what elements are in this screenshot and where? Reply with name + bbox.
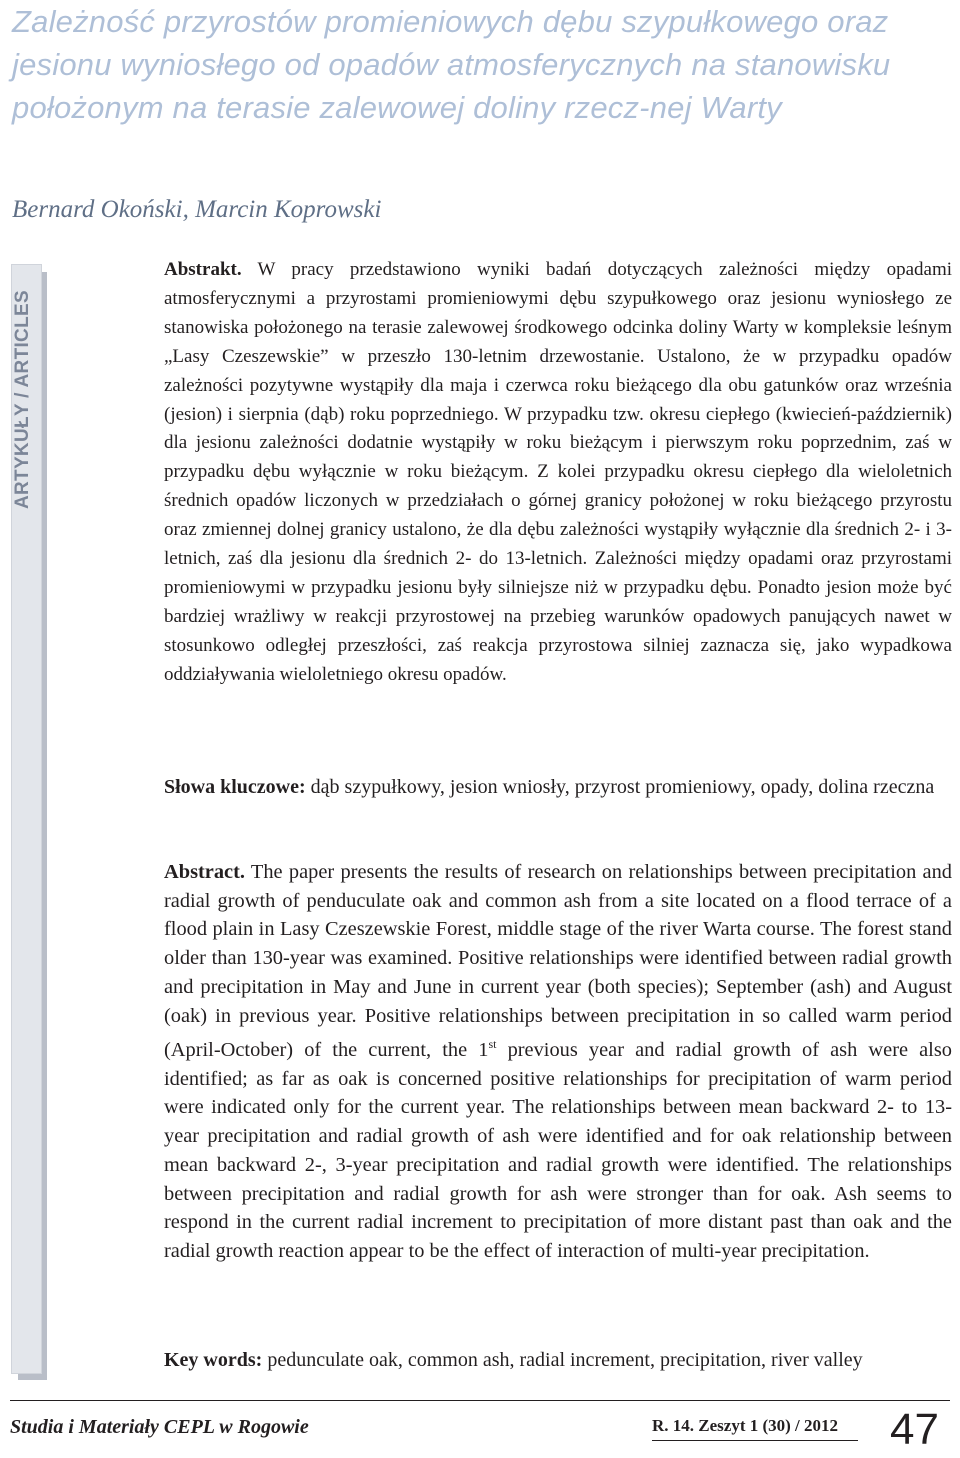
footer-issue-underline [652,1440,858,1441]
footer-divider [10,1400,950,1401]
abstract-english-text-part1: The paper presents the results of research on relationships between precipitation and radial growth of penduculate oak and common ash from a site located on a flood terrace of a flood plain in Lasy Czeszewskie Forest, middle stage of the river Warta course. The forest stand older than 130-year was examined. Positive relationships were identified between radial growth and precipitation in May and June in current year (both species); September (ash) and August (oak) in previous year. Positive relationships between precipitation in so called warm period (April-October) of the current, the 1 [164,861,952,1062]
keywords-english-lead: Key words: [164,1349,263,1371]
abstract-polish-lead: Abstrakt. [164,259,242,280]
ordinal-superscript: st [488,1037,497,1052]
footer-issue-info: R. 14. Zeszyt 1 (30) / 2012 [652,1416,839,1435]
abstract-polish [164,256,952,690]
abstract-english [164,858,952,1266]
footer-journal-name: Studia i Materiały CEPL w Rogowie [10,1416,309,1438]
abstract-english-text-part2: previous year and radial growth of ash were also identified; as far as oak is concerned positive relationships for precipitation of warm period were indicated only for the current year. The relationships between mean backward 2- to 13-year precipitation and radial growth of ash were identified and for oak relationship between mean backward 2-, 3-year precipitation and radial growth were identified. The relationships between precipitation and radial growth for ash were stronger than for oak. Ash seems to respond in the current radial increment to precipitation of more distant past than oak and the radial growth reaction appear to be the effect of interaction of multi-year precipitation. [164,1039,952,1262]
page-number: 47 [890,1405,939,1454]
keywords-polish [164,773,952,802]
keywords-polish-lead: Słowa kluczowe: [164,776,306,798]
article-title: Zależność przyrostów promieniowych dębu szypułkowego oraz jesionu wyniosłego od opadów atmosferycznych na stanowisku położonym na terasie zalewowej doliny rzecz-nej Warty [12,4,891,125]
keywords-english-text: pedunculate oak, common ash, radial increment, precipitation, river valley [262,1349,863,1371]
section-label: ARTYKUŁY / ARTICLES [12,290,33,509]
abstract-english-lead: Abstract. [164,861,245,883]
keywords-polish-text: dąb szypułkowy, jesion wniosły, przyrost promieniowy, opady, dolina rzeczna [305,776,935,798]
keywords-english [164,1346,952,1375]
article-authors: Bernard Okoński, Marcin Koprowski [12,196,382,223]
abstract-polish-text: W pracy przedstawiono wyniki badań dotyczących zależności między opadami atmosferycznymi a przyrostami promieniowymi dębu szypułkowego oraz jesionu wyniosłego ze stanowiska położonego na terasie zalewowej środkowego odcinka doliny Warty w kompleksie leśnym „Lasy Czeszewskie” w przeszło 130-letnim drzewostanie. Ustalono, że w przypadku opadów zależności pozytywne wystąpiły dla maja i czerwca roku bieżącego dla obu gatunków oraz września (jesion) i sierpnia (dąb) roku poprzedniego. W przypadku tzw. okresu ciepłego (kwiecień-październik) dla jesionu zależności dodatnie wystąpiły w roku bieżącym i pierwszym roku poprzednim, zaś w przypadku dębu wyłącznie w roku bieżącym. Z kolei przypadku okresu ciepłego dla wieloletnich średnich opadów liczonych w przedziałach o górnej granicy położonej w roku bieżącego przyrostu oraz zmiennej dolnej granicy ustalono, że dla dębu zależności wystąpiły wyłącznie dla średnich 2- i 3-letnich, zaś dla jesionu dla średnich 2- do 13-letnich. Zależności między opadami oraz przyrostami promieniowymi w przypadku jesionu były silniejsze niż w przypadku dębu. Ponadto jesion może być bardziej wrażliwy w reakcji przyrostowej na przebieg warunków opadowych panujących nawet w stosunkowo odległej przeszłości, zaś reakcja przyrostowa silniej zaznacza się, jako wypadkowa oddziaływania wieloletniego okresu opadów. [164,259,952,685]
